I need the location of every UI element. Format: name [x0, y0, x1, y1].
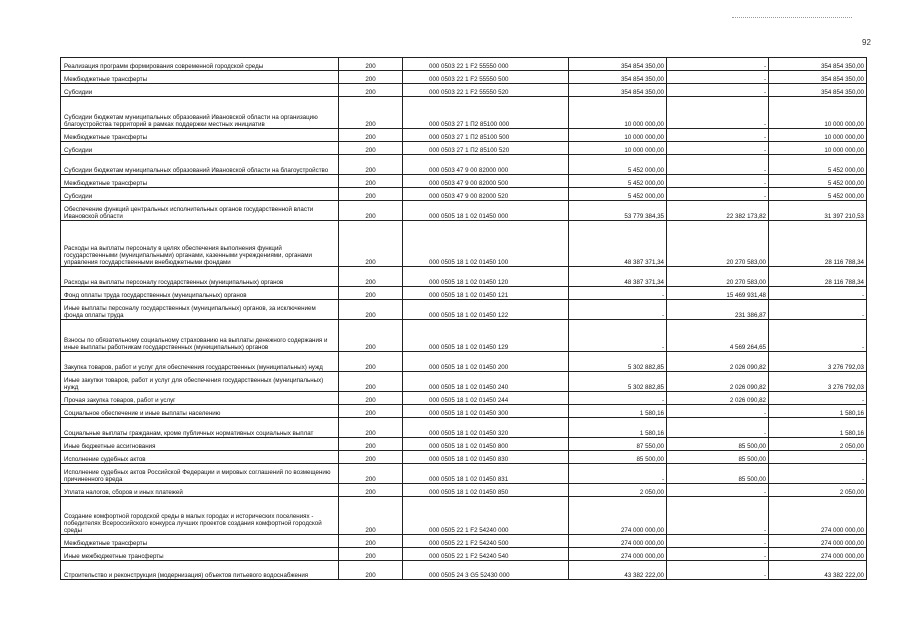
row-planned-amount: 5 302 882,85: [569, 372, 667, 392]
row-executed-amount: -: [667, 84, 769, 97]
row-executed-amount: -: [667, 142, 769, 155]
row-budget-code: 000 0505 18 1 02 01450 200: [403, 352, 569, 372]
row-name: Субсидии бюджетам муниципальных образований Ивановской области на организацию благоустройства территорий в рамках поддержки местных инициатив: [61, 97, 339, 129]
row-planned-amount: 5 302 882,85: [569, 352, 667, 372]
row-admin-code: 200: [339, 175, 403, 188]
row-budget-code: 000 0503 27 1 П2 85100 500: [403, 129, 569, 142]
row-admin-code: 200: [339, 418, 403, 438]
row-budget-code: 000 0505 18 1 02 01450 100: [403, 221, 569, 267]
table-row: [61, 451, 867, 464]
row-executed-amount: -: [667, 71, 769, 84]
row-executed-amount: -: [667, 548, 769, 561]
row-name: Субсидии: [61, 142, 339, 155]
row-executed-amount: -: [667, 418, 769, 438]
row-executed-amount: 2 026 090,82: [667, 352, 769, 372]
row-name: Социальные выплаты гражданам, кроме публичных нормативных социальных выплат: [61, 418, 339, 438]
row-planned-amount: 48 387 371,34: [569, 221, 667, 267]
table-row: [61, 71, 867, 84]
row-remaining-amount: 2 050,00: [769, 484, 867, 497]
row-remaining-amount: 274 000 000,00: [769, 535, 867, 548]
row-executed-amount: 231 386,87: [667, 300, 769, 320]
row-executed-amount: -: [667, 561, 769, 580]
row-admin-code: 200: [339, 58, 403, 71]
row-executed-amount: -: [667, 484, 769, 497]
row-remaining-amount: 3 276 792,03: [769, 372, 867, 392]
row-planned-amount: 274 000 000,00: [569, 497, 667, 535]
table-row: [61, 58, 867, 71]
table-row: [61, 418, 867, 438]
row-name: Иные закупки товаров, работ и услуг для обеспечения государственных (муниципальных) нужд: [61, 372, 339, 392]
row-remaining-amount: 31 397 210,53: [769, 201, 867, 221]
row-name: Субсидии: [61, 188, 339, 201]
row-executed-amount: -: [667, 405, 769, 418]
row-name: Межбюджетные трансферты: [61, 129, 339, 142]
table-row: [61, 300, 867, 320]
row-executed-amount: 20 270 583,00: [667, 267, 769, 287]
table-row: [61, 372, 867, 392]
row-name: Прочая закупка товаров, работ и услуг: [61, 392, 339, 405]
scan-header-mark: [732, 17, 852, 21]
row-planned-amount: -: [569, 287, 667, 300]
row-remaining-amount: -: [769, 464, 867, 484]
row-budget-code: 000 0503 27 1 П2 85100 520: [403, 142, 569, 155]
row-remaining-amount: 10 000 000,00: [769, 129, 867, 142]
row-planned-amount: -: [569, 392, 667, 405]
page-number: 92: [862, 38, 871, 47]
row-planned-amount: 354 854 350,00: [569, 58, 667, 71]
table-row: [61, 392, 867, 405]
row-admin-code: 200: [339, 84, 403, 97]
row-planned-amount: 5 452 000,00: [569, 155, 667, 175]
table-row: [61, 97, 867, 129]
row-name: Иные бюджетные ассигнования: [61, 438, 339, 451]
row-name: Исполнение судебных актов Российской Федерации и мировых соглашений по возмещению причиненного вреда: [61, 464, 339, 484]
row-remaining-amount: 28 116 788,34: [769, 221, 867, 267]
row-budget-code: 000 0505 18 1 02 01450 320: [403, 418, 569, 438]
row-remaining-amount: 274 000 000,00: [769, 548, 867, 561]
budget-execution-table: [60, 57, 867, 580]
row-remaining-amount: 2 050,00: [769, 438, 867, 451]
row-executed-amount: 15 469 931,48: [667, 287, 769, 300]
row-remaining-amount: 3 276 792,03: [769, 352, 867, 372]
row-name: Социальное обеспечение и иные выплаты населению: [61, 405, 339, 418]
row-budget-code: 000 0505 18 1 02 01450 850: [403, 484, 569, 497]
row-planned-amount: -: [569, 320, 667, 352]
row-budget-code: 000 0503 27 1 П2 85100 000: [403, 97, 569, 129]
row-admin-code: 200: [339, 142, 403, 155]
row-remaining-amount: -: [769, 300, 867, 320]
row-executed-amount: 2 026 090,82: [667, 372, 769, 392]
row-planned-amount: 85 500,00: [569, 451, 667, 464]
row-remaining-amount: 1 580,16: [769, 405, 867, 418]
row-name: Межбюджетные трансферты: [61, 535, 339, 548]
row-admin-code: 200: [339, 484, 403, 497]
row-planned-amount: 1 580,16: [569, 418, 667, 438]
row-budget-code: 000 0505 18 1 02 01450 121: [403, 287, 569, 300]
table-row: [61, 287, 867, 300]
row-budget-code: 000 0503 47 9 00 82000 000: [403, 155, 569, 175]
row-budget-code: 000 0505 22 1 F2 54240 540: [403, 548, 569, 561]
row-admin-code: 200: [339, 451, 403, 464]
row-remaining-amount: -: [769, 287, 867, 300]
row-admin-code: 200: [339, 129, 403, 142]
row-executed-amount: 85 500,00: [667, 451, 769, 464]
row-executed-amount: 4 569 264,65: [667, 320, 769, 352]
row-planned-amount: 354 854 350,00: [569, 84, 667, 97]
row-executed-amount: -: [667, 97, 769, 129]
table-row: [61, 438, 867, 451]
row-name: Взносы по обязательному социальному страхованию на выплаты денежного содержания и иные выплаты работникам государственных (муниципальных) органов: [61, 320, 339, 352]
row-planned-amount: 10 000 000,00: [569, 142, 667, 155]
row-budget-code: 000 0505 18 1 02 01450 000: [403, 201, 569, 221]
row-planned-amount: 274 000 000,00: [569, 535, 667, 548]
row-name: Фонд оплаты труда государственных (муниципальных) органов: [61, 287, 339, 300]
table-row: [61, 320, 867, 352]
row-admin-code: 200: [339, 287, 403, 300]
row-budget-code: 000 0503 47 9 00 82000 500: [403, 175, 569, 188]
table-row: [61, 484, 867, 497]
row-admin-code: 200: [339, 300, 403, 320]
row-admin-code: 200: [339, 392, 403, 405]
table-row: [61, 84, 867, 97]
row-budget-code: 000 0505 18 1 02 01450 244: [403, 392, 569, 405]
row-remaining-amount: 10 000 000,00: [769, 142, 867, 155]
row-admin-code: 200: [339, 267, 403, 287]
row-remaining-amount: 10 000 000,00: [769, 97, 867, 129]
row-admin-code: 200: [339, 320, 403, 352]
table-row: [61, 561, 867, 580]
row-name: Уплата налогов, сборов и иных платежей: [61, 484, 339, 497]
row-executed-amount: 2 026 090,82: [667, 392, 769, 405]
row-remaining-amount: 5 452 000,00: [769, 175, 867, 188]
row-budget-code: 000 0503 22 1 F2 55550 000: [403, 58, 569, 71]
row-admin-code: 200: [339, 71, 403, 84]
row-budget-code: 000 0505 18 1 02 01450 240: [403, 372, 569, 392]
row-name: Межбюджетные трансферты: [61, 175, 339, 188]
row-admin-code: 200: [339, 438, 403, 451]
row-admin-code: 200: [339, 221, 403, 267]
row-budget-code: 000 0505 24 3 G5 52430 000: [403, 561, 569, 580]
row-budget-code: 000 0503 22 1 F2 55550 520: [403, 84, 569, 97]
row-budget-code: 000 0505 18 1 02 01450 831: [403, 464, 569, 484]
row-budget-code: 000 0503 47 9 00 82000 520: [403, 188, 569, 201]
row-admin-code: 200: [339, 372, 403, 392]
row-planned-amount: 274 000 000,00: [569, 548, 667, 561]
table-row: [61, 201, 867, 221]
row-name: Иные межбюджетные трансферты: [61, 548, 339, 561]
row-name: Создание комфортной городской среды в малых городах и исторических поселениях - победителях Всероссийского конкурса лучших проектов создания комфортной городской среды: [61, 497, 339, 535]
row-budget-code: 000 0505 22 1 F2 54240 500: [403, 535, 569, 548]
row-admin-code: 200: [339, 201, 403, 221]
row-executed-amount: -: [667, 497, 769, 535]
row-name: Иные выплаты персоналу государственных (муниципальных) органов, за исключением фонда оплаты труда: [61, 300, 339, 320]
row-remaining-amount: 354 854 350,00: [769, 84, 867, 97]
row-name: Расходы на выплаты персоналу в целях обеспечения выполнения функций государственными (муниципальными) органами, казенными учреждениями, органами управления государственными внебюджетными фондами: [61, 221, 339, 267]
row-planned-amount: 1 580,16: [569, 405, 667, 418]
row-executed-amount: -: [667, 58, 769, 71]
row-remaining-amount: 5 452 000,00: [769, 155, 867, 175]
row-name: Строительство и реконструкция (модернизация) объектов питьевого водоснабжения: [61, 561, 339, 580]
row-budget-code: 000 0505 18 1 02 01450 300: [403, 405, 569, 418]
row-budget-code: 000 0505 18 1 02 01450 830: [403, 451, 569, 464]
table-row: [61, 464, 867, 484]
row-executed-amount: 85 500,00: [667, 438, 769, 451]
table-row: [61, 352, 867, 372]
row-planned-amount: 43 382 222,00: [569, 561, 667, 580]
row-planned-amount: 5 452 000,00: [569, 188, 667, 201]
row-executed-amount: 20 270 583,00: [667, 221, 769, 267]
row-admin-code: 200: [339, 464, 403, 484]
row-executed-amount: -: [667, 188, 769, 201]
row-remaining-amount: 354 854 350,00: [769, 58, 867, 71]
table-row: [61, 267, 867, 287]
table-row: [61, 221, 867, 267]
row-budget-code: 000 0505 22 1 F2 54240 000: [403, 497, 569, 535]
row-planned-amount: 53 779 384,35: [569, 201, 667, 221]
row-budget-code: 000 0505 18 1 02 01450 120: [403, 267, 569, 287]
row-budget-code: 000 0505 18 1 02 01450 122: [403, 300, 569, 320]
row-executed-amount: -: [667, 155, 769, 175]
row-name: Расходы на выплаты персоналу государственных (муниципальных) органов: [61, 267, 339, 287]
row-planned-amount: 87 550,00: [569, 438, 667, 451]
table-row: [61, 188, 867, 201]
row-remaining-amount: -: [769, 320, 867, 352]
row-admin-code: 200: [339, 497, 403, 535]
row-name: Межбюджетные трансферты: [61, 71, 339, 84]
row-remaining-amount: -: [769, 451, 867, 464]
row-remaining-amount: 28 116 788,34: [769, 267, 867, 287]
row-budget-code: 000 0505 18 1 02 01450 800: [403, 438, 569, 451]
table-row: [61, 548, 867, 561]
row-remaining-amount: 274 000 000,00: [769, 497, 867, 535]
row-name: Закупка товаров, работ и услуг для обеспечения государственных (муниципальных) нужд: [61, 352, 339, 372]
row-admin-code: 200: [339, 535, 403, 548]
table-row: [61, 142, 867, 155]
row-admin-code: 200: [339, 548, 403, 561]
table-row: [61, 175, 867, 188]
row-name: Субсидии бюджетам муниципальных образований Ивановской области на благоустройство: [61, 155, 339, 175]
row-planned-amount: 10 000 000,00: [569, 97, 667, 129]
row-planned-amount: -: [569, 464, 667, 484]
table-row: [61, 155, 867, 175]
row-remaining-amount: 5 452 000,00: [769, 188, 867, 201]
row-name: Обеспечение функций центральных исполнительных органов государственной власти Ивановской области: [61, 201, 339, 221]
row-remaining-amount: 43 382 222,00: [769, 561, 867, 580]
table-row: [61, 405, 867, 418]
row-planned-amount: 10 000 000,00: [569, 129, 667, 142]
row-planned-amount: -: [569, 300, 667, 320]
row-admin-code: 200: [339, 405, 403, 418]
row-name: Субсидии: [61, 84, 339, 97]
row-planned-amount: 48 387 371,34: [569, 267, 667, 287]
row-budget-code: 000 0505 18 1 02 01450 129: [403, 320, 569, 352]
table-row: [61, 535, 867, 548]
row-planned-amount: 5 452 000,00: [569, 175, 667, 188]
row-admin-code: 200: [339, 352, 403, 372]
row-executed-amount: -: [667, 129, 769, 142]
row-name: Исполнение судебных актов: [61, 451, 339, 464]
row-budget-code: 000 0503 22 1 F2 55550 500: [403, 71, 569, 84]
row-admin-code: 200: [339, 155, 403, 175]
row-remaining-amount: 354 854 350,00: [769, 71, 867, 84]
table-row: [61, 497, 867, 535]
row-executed-amount: 85 500,00: [667, 464, 769, 484]
row-executed-amount: -: [667, 175, 769, 188]
row-executed-amount: -: [667, 535, 769, 548]
row-remaining-amount: -: [769, 392, 867, 405]
table-row: [61, 129, 867, 142]
row-executed-amount: 22 382 173,82: [667, 201, 769, 221]
row-remaining-amount: 1 580,16: [769, 418, 867, 438]
row-name: Реализация программ формирования современной городской среды: [61, 58, 339, 71]
row-planned-amount: 2 050,00: [569, 484, 667, 497]
row-admin-code: 200: [339, 97, 403, 129]
row-planned-amount: 354 854 350,00: [569, 71, 667, 84]
row-admin-code: 200: [339, 561, 403, 580]
row-admin-code: 200: [339, 188, 403, 201]
